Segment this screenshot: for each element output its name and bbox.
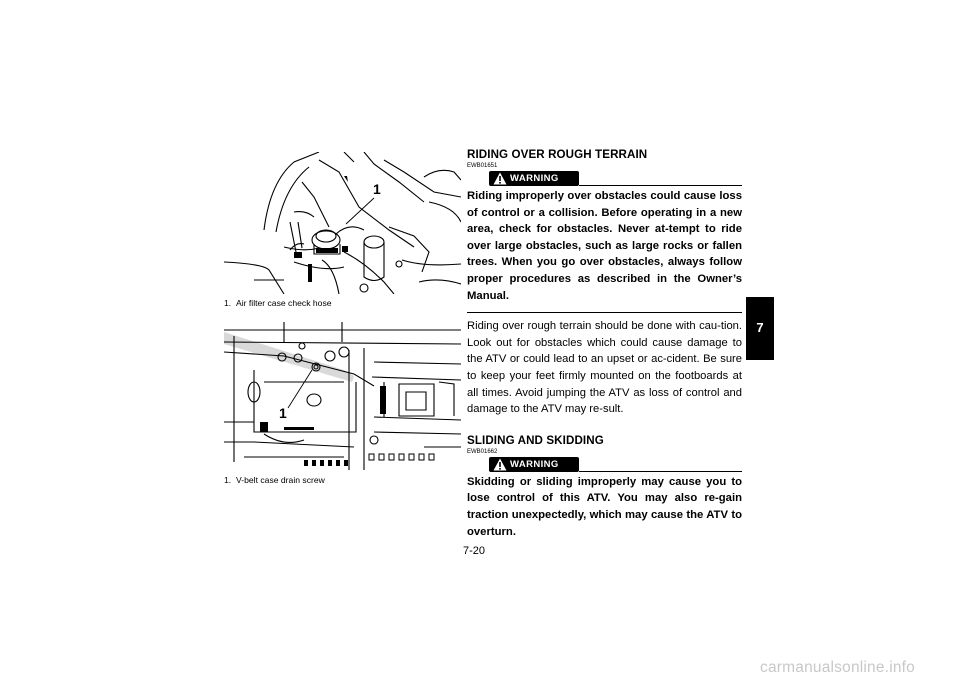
warning-text: Skidding or sliding improperly may cause you to lose control of this ATV. You may also re-gain traction unexpectedly, which may cause the ATV to overturn. [467, 475, 742, 538]
figure-caption [224, 475, 325, 485]
section-code: EWB01662 [467, 448, 498, 455]
warning-header [467, 171, 742, 187]
section-heading: RIDING OVER ROUGH TERRAIN [467, 148, 648, 161]
warning-triangle-icon [493, 458, 507, 471]
warning-rule [579, 471, 742, 472]
chapter-tab [746, 297, 774, 360]
vbelt-drain-screw-illustration [224, 322, 461, 470]
warning-badge [489, 457, 579, 472]
page-number: 7-20 [463, 545, 486, 557]
section-sliding-skidding [467, 434, 742, 540]
caption-text: Air filter case check hose [236, 298, 332, 308]
caption-number: 1. [224, 475, 232, 485]
chapter-number: 7 [756, 320, 764, 335]
warning-triangle-icon [493, 172, 507, 185]
warning-text: Riding improperly over obstacles could cause loss of control or a collision. Before operating in a new area, check for obstacles. Never at-tempt to ride over large obstacles, such as large rocks or fallen trees. When you go over obstacles, always follow proper procedures as described in the Owner’s Manual. [467, 190, 742, 302]
warning-end-rule [467, 312, 742, 313]
figure-caption [224, 298, 332, 308]
warning-label: WARNING [510, 458, 559, 470]
warning-rule [579, 185, 742, 186]
warning-header [467, 457, 742, 473]
figure-vbelt-drain-screw [224, 322, 461, 470]
body-paragraph: Riding over rough terrain should be done with cau-tion. Look out for obstacles which could cause damage to the ATV or could lead to an upset or ac-cident. Be sure to keep your feet firmly mounted on the footboards at all times. Avoid jumping the ATV as loss of control and damage to the ATV may re-sult. [467, 320, 742, 416]
caption-text: V-belt case drain screw [236, 475, 325, 485]
air-filter-hose-illustration [224, 152, 461, 294]
callout-number: 1 [373, 181, 381, 197]
watermark: carmanualsonline.info [760, 659, 915, 676]
warning-badge [489, 171, 579, 186]
section-code: EWB01651 [467, 163, 498, 169]
caption-number: 1. [224, 298, 232, 308]
warning-label: WARNING [510, 173, 559, 184]
callout-number: 1 [279, 405, 287, 421]
text-column [467, 148, 742, 540]
figure-air-filter-hose [224, 152, 461, 294]
section-rough-terrain [467, 148, 742, 418]
section-heading: SLIDING AND SKIDDING [467, 433, 604, 447]
